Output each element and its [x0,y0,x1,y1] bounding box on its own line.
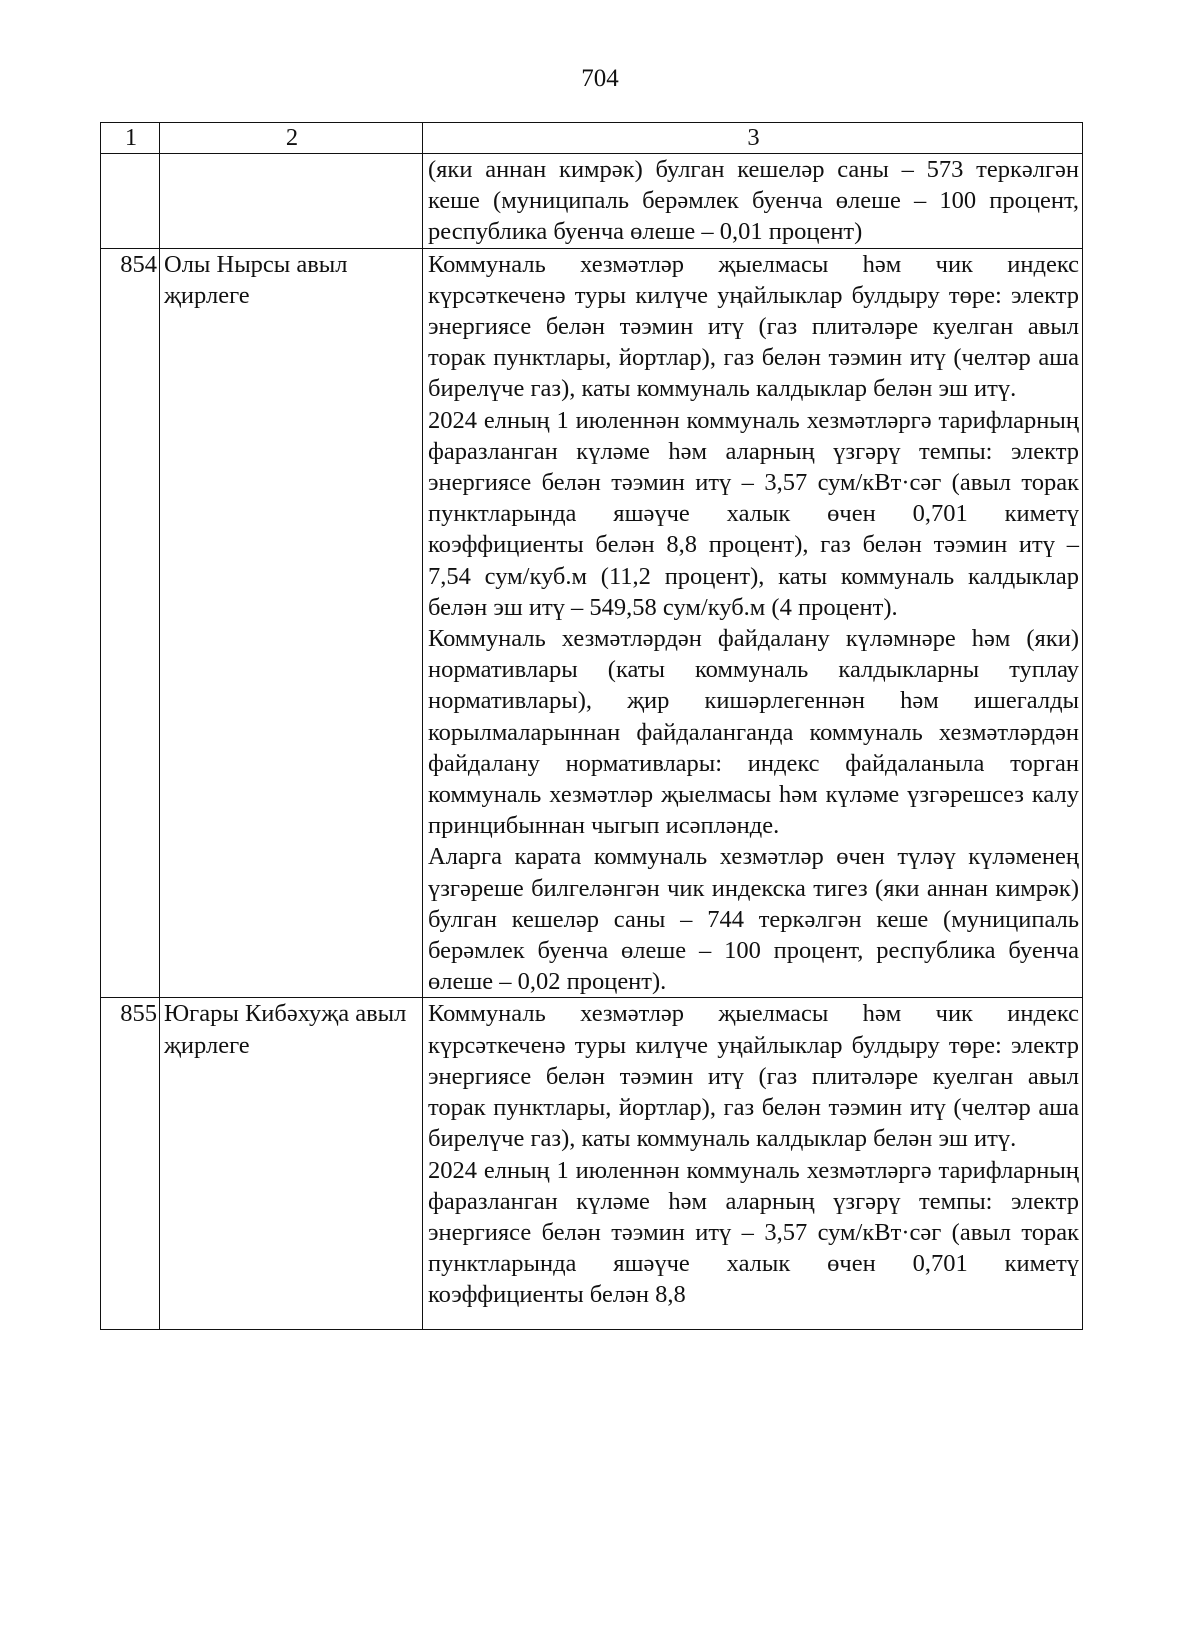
row-number: 855 [101,998,160,1330]
page-number: 704 [581,65,619,92]
row-number [101,154,160,249]
table-header-row [101,123,1083,154]
row-number: 854 [101,248,160,998]
header-cell-2: 2 [160,123,423,154]
description-cell [423,998,1083,1330]
settlement-name: Югары Кибәхуҗа авыл җирлеге [160,998,423,1330]
description-cell [423,248,1083,998]
description-cell [423,154,1083,249]
table-row-855 [101,998,1083,1330]
description-paragraph: Коммуналь хезмәтләрдән файдалану күләмнәре һәм (яки) нормативлары (каты коммуналь калдыкларны туплау нормативлары), җир кишәрлегеннән һәм ишегалды корылмаларыннан файдаланганда коммуналь хезмәтләрдән файдалану нормативлары: индекс файдаланыла торган коммуналь хезмәтләр җыелмасы һәм күләме үзгәрешсез калу принцибыннан чыгып исәпләнде. [428,625,1079,840]
table-row-continuation [101,154,1083,249]
header-cell-3: 3 [423,123,1083,154]
settlement-name [160,154,423,249]
data-table [100,122,1083,1330]
description-paragraph: Аларга карата коммуналь хезмәтләр өчен түләү күләменең үзгәреше билгеләнгән чик индекска тигез (яки аннан кимрәк) булган кешеләр саны – 744 теркәлгән кеше (муниципаль берәмлек буенча өлеше – 100 процент, республика буенча өлеше – 0,02 процент). [428,843,1079,996]
description-paragraph: 2024 елның 1 июленнән коммуналь хезмәтләргә тарифларның фаразланган күләме һәм аларның үзгәрү темпы: электр энергиясе белән тәэмин итү – 3,57 сум/кВт·сәг (авыл торак пунктларында яшәүче халык өчен 0,701 киметү коэффициенты белән 8,8 [428,1156,1079,1309]
description-paragraph: Коммуналь хезмәтләр җыелмасы һәм чик индекс күрсәткеченә туры килүче уңайлыклар булдыру төре: электр энергиясе белән тәэмин итү (газ плитәләре куелган авыл торак пунктлары, йортлар), газ белән тәэмин итү (челтәр аша бирелүче газ), каты коммуналь калдыклар белән эш итү. [428,250,1079,403]
table-row-854 [101,248,1083,998]
description-paragraph: Коммуналь хезмәтләр җыелмасы һәм чик индекс күрсәткеченә туры килүче уңайлыклар булдыру төре: электр энергиясе белән тәэмин итү (газ плитәләре куелган авыл торак пунктлары, йортлар), газ белән тәэмин итү (челтәр аша бирелүче газ), каты коммуналь калдыклар белән эш итү. [428,1000,1079,1153]
header-cell-1: 1 [101,123,160,154]
description-paragraph: 2024 елның 1 июленнән коммуналь хезмәтләргә тарифларның фаразланган күләме һәм аларның үзгәрү темпы: электр энергиясе белән тәэмин итү – 3,57 сум/кВт·сәг (авыл торак пунктларында яшәүче халык өчен 0,701 киметү коэффициенты белән 8,8 процент), газ белән тәэмин итү – 7,54 сум/куб.м (11,2 процент), каты коммуналь калдыклар белән эш итү – 549,58 сум/куб.м (4 процент). [428,406,1079,621]
description-paragraph: (яки аннан кимрәк) булган кешеләр саны – 573 теркәлгән кеше (муниципаль берәмлек буенча өлеше – 100 процент, республика буенча өлеше – 0,01 процент) [428,156,1079,246]
settlement-name: Олы Нырсы авыл җирлеге [160,248,423,998]
